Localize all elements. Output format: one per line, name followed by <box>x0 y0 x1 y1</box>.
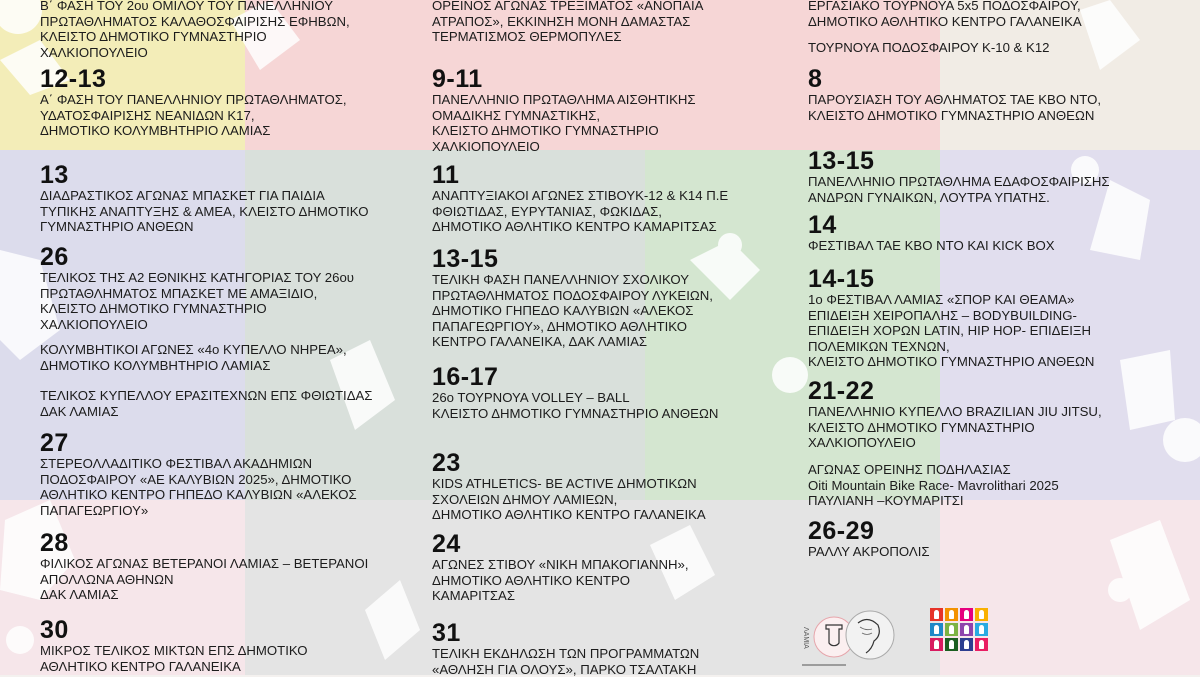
event-description-line: ΥΔΑΤΟΣΦΑΙΡΙΣΗΣ ΝΕΑΝΙΔΩΝ Κ17, <box>40 108 400 124</box>
event-entry <box>808 212 1168 254</box>
event-description-line: ΚΕΝΤΡΟ ΓΑΛΑΝΕΙΚΑ, ΔΑΚ ΛΑΜΙΑΣ <box>432 334 792 350</box>
sport-pictogram-tile-icon <box>975 623 988 636</box>
sport-pictogram-tile-icon <box>960 623 973 636</box>
event-description-line: ΔΗΜΟΤΙΚΟ ΚΟΛΥΜΒΗΤΗΡΙΟ ΛΑΜΙΑΣ <box>40 123 400 139</box>
event-entry <box>808 66 1168 123</box>
event-description-line: ΑΓΩΝΑΣ ΟΡΕΙΝΗΣ ΠΟΔΗΛΑΣΙΑΣ <box>808 462 1168 478</box>
sport-pictogram-tile-icon <box>975 608 988 621</box>
event-entry <box>808 518 1168 560</box>
event-description-line: «ΑΘΛΗΣΗ ΓΙΑ ΟΛΟΥΣ», ΠΑΡΚΟ ΤΣΑΛΤΑΚΗ <box>432 662 792 677</box>
event-description-line: ΦΘΙΩΤΙΔΑΣ, ΕΥΡΥΤΑΝΙΑΣ, ΦΩΚΙΔΑΣ, <box>432 204 792 220</box>
event-entry <box>40 388 400 419</box>
lamia-logo-text: ΛΑΜΙΑ <box>802 627 809 649</box>
event-description-line: ΠΟΔΟΣΦΑΙΡΟΥ «ΑΕ ΚΑΛΥΒΙΩΝ 2025», ΔΗΜΟΤΙΚΟ <box>40 472 400 488</box>
event-description-line: ΟΡΕΙΝΟΣ ΑΓΩΝΑΣ ΤΡΕΞΙΜΑΤΟΣ «ΑΝΟΠΑΙΑ <box>432 0 792 14</box>
event-description-line: ΚΟΛΥΜΒΗΤΙΚΟΙ ΑΓΩΝΕΣ «4ο ΚΥΠΕΛΛΟ ΝΗΡΕΑ», <box>40 342 400 358</box>
event-description-line: ΤΟΥΡΝΟΥΑ ΠΟΔΟΣΦΑΙΡΟΥ Κ-10 & Κ12 <box>808 40 1168 56</box>
event-date: 9-11 <box>432 66 792 92</box>
event-date: 24 <box>432 531 792 557</box>
event-description-line: ΠΑΝΕΛΛΗΝΙΟ ΚΥΠΕΛΛΟ BRAZILIAN JIU JITSU, <box>808 404 1168 420</box>
sport-pictogram-tile-icon <box>945 623 958 636</box>
event-description-line: ΕΡΓΑΣΙΑΚΟ ΤΟΥΡΝΟΥΑ 5x5 ΠΟΔΟΣΦΑΙΡΟΥ, <box>808 0 1168 14</box>
event-description-line: ΤΕΛΙΚΗ ΕΚΔΗΛΩΣΗ ΤΩΝ ΠΡΟΓΡΑΜΜΑΤΩΝ <box>432 646 792 662</box>
event-entry <box>432 450 792 523</box>
event-description-line: ΑΠΟΛΛΩΝΑ ΑΘΗΝΩΝ <box>40 572 400 588</box>
event-entry <box>432 246 792 350</box>
event-entry <box>808 266 1168 370</box>
event-description-line: ΑΓΩΝΕΣ ΣΤΙΒΟΥ «ΝΙΚΗ ΜΠΑΚΟΓΙΑΝΝΗ», <box>432 557 792 573</box>
sport-pictogram-tile-icon <box>930 638 943 651</box>
event-description-line: ΑΘΛΗΤΙΚΟ ΚΕΝΤΡΟ ΓΗΠΕΔΟ ΚΑΛΥΒΙΩΝ «ΑΛΕΚΟΣ <box>40 487 400 503</box>
event-date: 14-15 <box>808 266 1168 292</box>
event-description-line: 1ο ΦΕΣΤΙΒΑΛ ΛΑΜΙΑΣ «ΣΠΟΡ ΚΑΙ ΘΕΑΜΑ» <box>808 292 1168 308</box>
event-date: 11 <box>432 162 792 188</box>
sport-pictogram-tile-icon <box>945 638 958 651</box>
event-entry <box>808 148 1168 205</box>
event-description-line: ΚΛΕΙΣΤΟ ΔΗΜΟΤΙΚΟ ΓΥΜΝΑΣΤΗΡΙΟ <box>40 301 400 317</box>
event-description-line: ΑΝΔΡΩΝ ΓΥΝΑΙΚΩΝ, ΛΟΥΤΡΑ ΥΠΑΤΗΣ. <box>808 190 1168 206</box>
event-entry <box>432 66 792 154</box>
event-description-line: ΚΛΕΙΣΤΟ ΔΗΜΟΤΙΚΟ ΓΥΜΝΑΣΤΗΡΙΟ ΑΝΘΕΩΝ <box>432 406 792 422</box>
event-description-line: ΟΜΑΔΙΚΗΣ ΓΥΜΝΑΣΤΙΚΗΣ, <box>432 108 792 124</box>
event-description-line: ΚΛΕΙΣΤΟ ΔΗΜΟΤΙΚΟ ΓΥΜΝΑΣΤΗΡΙΟ <box>808 420 1168 436</box>
event-description-line: ΚΛΕΙΣΤΟ ΔΗΜΟΤΙΚΟ ΓΥΜΝΑΣΤΗΡΙΟ <box>432 123 792 139</box>
event-description-line: ΠΑΠΑΓΕΩΡΓΙΟΥ» <box>40 503 400 519</box>
event-date: 31 <box>432 620 792 646</box>
event-entry <box>40 162 400 235</box>
event-description-line: KIDS ATHLETICS- BE ACTIVE ΔΗΜΟΤΙΚΩΝ <box>432 476 792 492</box>
event-description-line: ΡΑΛΛΥ ΑΚΡΟΠΟΛΙΣ <box>808 544 1168 560</box>
event-description-line: ΚΛΕΙΣΤΟ ΔΗΜΟΤΙΚΟ ΓΥΜΝΑΣΤΗΡΙΟ ΑΝΘΕΩΝ <box>808 108 1168 124</box>
event-entry <box>40 342 400 373</box>
event-description-line: ΤΥΠΙΚΗΣ ΑΝΑΠΤΥΞΗΣ & ΑΜΕΑ, ΚΛΕΙΣΤΟ ΔΗΜΟΤΙΚΟ <box>40 204 400 220</box>
event-description-line: ΚΛΕΙΣΤΟ ΔΗΜΟΤΙΚΟ ΓΥΜΝΑΣΤΗΡΙΟ ΑΝΘΕΩΝ <box>808 354 1168 370</box>
event-entry <box>40 66 400 139</box>
sport-pictogram-tile-icon <box>930 608 943 621</box>
event-description-line: ΧΑΛΚΙΟΠΟΥΛΕΙΟ <box>808 435 1168 451</box>
event-entry <box>40 244 400 332</box>
event-description-line: ΔΑΚ ΛΑΜΙΑΣ <box>40 587 400 603</box>
event-description-line: Α΄ ΦΑΣΗ ΤΟΥ ΠΑΝΕΛΛΗΝΙΟΥ ΠΡΩΤΑΘΛΗΜΑΤΟΣ, <box>40 92 400 108</box>
event-description-line: ΧΑΛΚΙΟΠΟΥΛΕΙΟ <box>40 45 400 61</box>
event-description-line: ΕΠΙΔΕΙΞΗ ΧΟΡΩΝ LATIN, HIP HOP- ΕΠΙΔΕΙΞΗ <box>808 323 1168 339</box>
event-description-line: ΚΛΕΙΣΤΟ ΔΗΜΟΤΙΚΟ ΓΥΜΝΑΣΤΗΡΙΟ <box>40 29 400 45</box>
event-date: 13-15 <box>808 148 1168 174</box>
event-description-line: ΠΑΥΛΙΑΝΗ –ΚΟΥΜΑΡΙΤΣΙ <box>808 493 1168 509</box>
event-description-line: ΔΗΜΟΤΙΚΟ ΑΘΛΗΤΙΚΟ ΚΕΝΤΡΟ ΚΑΜΑΡΙΤΣΑΣ <box>432 219 792 235</box>
event-date: 27 <box>40 430 400 456</box>
event-date: 12-13 <box>40 66 400 92</box>
event-entry <box>808 462 1168 509</box>
event-entry <box>40 0 400 60</box>
event-description-line: ΤΕΛΙΚΟΣ ΤΗΣ Α2 ΕΘΝΙΚΗΣ ΚΑΤΗΓΟΡΙΑΣ ΤΟΥ 26ου <box>40 270 400 286</box>
event-description-line: Oiti Mountain Bike Race- Mavrolithari 2025 <box>808 478 1168 494</box>
event-description-line: ΣΧΟΛΕΙΩΝ ΔΗΜΟΥ ΛΑΜΙΕΩΝ, <box>432 492 792 508</box>
event-description-line: ΔΗΜΟΤΙΚΟ ΚΟΛΥΜΒΗΤΗΡΙΟ ΛΑΜΙΑΣ <box>40 358 400 374</box>
amphora-and-head-logo-icon <box>800 605 900 667</box>
event-entry <box>432 364 792 421</box>
event-description-line: ΔΑΚ ΛΑΜΙΑΣ <box>40 404 400 420</box>
lamia-logo <box>800 605 900 667</box>
event-description-line: ΠΡΩΤΑΘΛΗΜΑΤΟΣ ΚΑΛΑΘΟΣΦΑΙΡΙΣΗΣ ΕΦΗΒΩΝ, <box>40 14 400 30</box>
sport-pictogram-tile-icon <box>960 608 973 621</box>
event-description-line: ΑΤΡΑΠΟΣ», ΕΚΚΙΝΗΣΗ ΜΟΝΗ ΔΑΜΑΣΤΑΣ <box>432 14 792 30</box>
event-description-line: ΤΕΡΜΑΤΙΣΜΟΣ ΘΕΡΜΟΠΥΛΕΣ <box>432 29 792 45</box>
event-entry <box>432 620 792 677</box>
event-description-line: ΧΑΛΚΙΟΠΟΥΛΕΙΟ <box>432 139 792 155</box>
event-date: 13 <box>40 162 400 188</box>
event-description-line: ΔΗΜΟΤΙΚΟ ΑΘΛΗΤΙΚΟ ΚΕΝΤΡΟ ΓΑΛΑΝΕΙΚΑ <box>808 14 1168 30</box>
sport-pictogram-tile-icon <box>930 623 943 636</box>
event-description-line: Β΄ ΦΑΣΗ ΤΟΥ 2ου ΟΜΙΛΟΥ ΤΟΥ ΠΑΝΕΛΛΗΝΙΟΥ <box>40 0 400 14</box>
event-description-line: ΠΑΝΕΛΛΗΝΙΟ ΠΡΩΤΑΘΛΗΜΑ ΑΙΣΘΗΤΙΚΗΣ <box>432 92 792 108</box>
event-description-line: ΜΙΚΡΟΣ ΤΕΛΙΚΟΣ ΜΙΚΤΩΝ ΕΠΣ ΔΗΜΟΤΙΚΟ <box>40 643 400 659</box>
event-description-line: ΔΙΑΔΡΑΣΤΙΚΟΣ ΑΓΩΝΑΣ ΜΠΑΣΚΕΤ ΓΙΑ ΠΑΙΔΙΑ <box>40 188 400 204</box>
sport-pictogram-tile-icon <box>945 608 958 621</box>
event-description-line: ΑΘΛΗΤΙΚΟ ΚΕΝΤΡΟ ΓΑΛΑΝΕΙΚΑ <box>40 659 400 675</box>
event-entry <box>432 531 792 604</box>
event-description-line: 26ο ΤΟΥΡΝΟΥΑ VOLLEY – BALL <box>432 390 792 406</box>
event-date: 14 <box>808 212 1168 238</box>
event-description-line: ΠΟΛΕΜΙΚΩΝ ΤΕΧΝΩΝ, <box>808 339 1168 355</box>
sports-pictogram-grid-logo <box>930 608 994 672</box>
event-date: 13-15 <box>432 246 792 272</box>
event-description-line: ΕΠΙΔΕΙΞΗ ΧΕΙΡΟΠΑΛΗΣ – BODYBUILDING- <box>808 308 1168 324</box>
event-description-line: ΔΗΜΟΤΙΚΟ ΑΘΛΗΤΙΚΟ ΚΕΝΤΡΟ ΓΑΛΑΝΕΙΚΑ <box>432 507 792 523</box>
event-entry <box>40 530 400 603</box>
event-date: 26 <box>40 244 400 270</box>
event-description-line: ΠΑΝΕΛΛΗΝΙΟ ΠΡΩΤΑΘΛΗΜΑ ΕΔΑΦΟΣΦΑΙΡΙΣΗΣ <box>808 174 1168 190</box>
event-date: 26-29 <box>808 518 1168 544</box>
event-entry <box>40 430 400 518</box>
event-date: 21-22 <box>808 378 1168 404</box>
event-description-line: ΦΕΣΤΙΒΑΛ ΤΑΕ ΚΒΟ ΝΤΟ ΚΑΙ KICK BOX <box>808 238 1168 254</box>
event-entry <box>808 0 1168 29</box>
event-date: 28 <box>40 530 400 556</box>
event-date: 30 <box>40 617 400 643</box>
event-description-line: ΠΑΡΟΥΣΙΑΣΗ ΤΟΥ ΑΘΛΗΜΑΤΟΣ ΤΑΕ ΚΒΟ ΝΤΟ, <box>808 92 1168 108</box>
event-entry <box>808 378 1168 451</box>
event-entry <box>432 0 792 45</box>
event-description-line: ΣΤΕΡΕΟΛΛΑΔΙΤΙΚΟ ΦΕΣΤΙΒΑΛ ΑΚΑΔΗΜΙΩΝ <box>40 456 400 472</box>
event-entry <box>432 162 792 235</box>
event-entry <box>808 40 1168 56</box>
event-description-line: ΔΗΜΟΤΙΚΟ ΓΗΠΕΔΟ ΚΑΛΥΒΙΩΝ «ΑΛΕΚΟΣ <box>432 303 792 319</box>
event-description-line: ΦΙΛΙΚΟΣ ΑΓΩΝΑΣ ΒΕΤΕΡΑΝΟΙ ΛΑΜΙΑΣ – ΒΕΤΕΡΑΝΟΙ <box>40 556 400 572</box>
event-description-line: ΤΕΛΙΚΗ ΦΑΣΗ ΠΑΝΕΛΛΗΝΙΟΥ ΣΧΟΛΙΚΟΥ <box>432 272 792 288</box>
event-date: 16-17 <box>432 364 792 390</box>
event-entry <box>40 617 400 674</box>
event-description-line: ΠΡΩΤΑΘΛΗΜΑΤΟΣ ΠΟΔΟΣΦΑΙΡΟΥ ΛΥΚΕΙΩΝ, <box>432 288 792 304</box>
event-description-line: ΚΑΜΑΡΙΤΣΑΣ <box>432 588 792 604</box>
event-description-line: ΤΕΛΙΚΟΣ ΚΥΠΕΛΛΟΥ ΕΡΑΣΙΤΕΧΝΩΝ ΕΠΣ ΦΘΙΩΤΙΔΑΣ <box>40 388 400 404</box>
event-date: 8 <box>808 66 1168 92</box>
event-description-line: ΓΥΜΝΑΣΤΗΡΙΟ ΑΝΘΕΩΝ <box>40 219 400 235</box>
event-description-line: ΠΑΠΑΓΕΩΡΓΙΟΥ», ΔΗΜΟΤΙΚΟ ΑΘΛΗΤΙΚΟ <box>432 319 792 335</box>
sport-pictogram-tile-icon <box>975 638 988 651</box>
event-description-line: ΑΝΑΠΤΥΞΙΑΚΟΙ ΑΓΩΝΕΣ ΣΤΙΒΟΥΚ-12 & Κ14 Π.Ε <box>432 188 792 204</box>
event-description-line: ΧΑΛΚΙΟΠΟΥΛΕΙΟ <box>40 317 400 333</box>
event-description-line: ΔΗΜΟΤΙΚΟ ΑΘΛΗΤΙΚΟ ΚΕΝΤΡΟ <box>432 573 792 589</box>
event-description-line: ΠΡΩΤΑΘΛΗΜΑΤΟΣ ΜΠΑΣΚΕΤ ΜΕ ΑΜΑΞΙΔΙΟ, <box>40 286 400 302</box>
event-date: 23 <box>432 450 792 476</box>
sport-pictogram-tile-icon <box>960 638 973 651</box>
